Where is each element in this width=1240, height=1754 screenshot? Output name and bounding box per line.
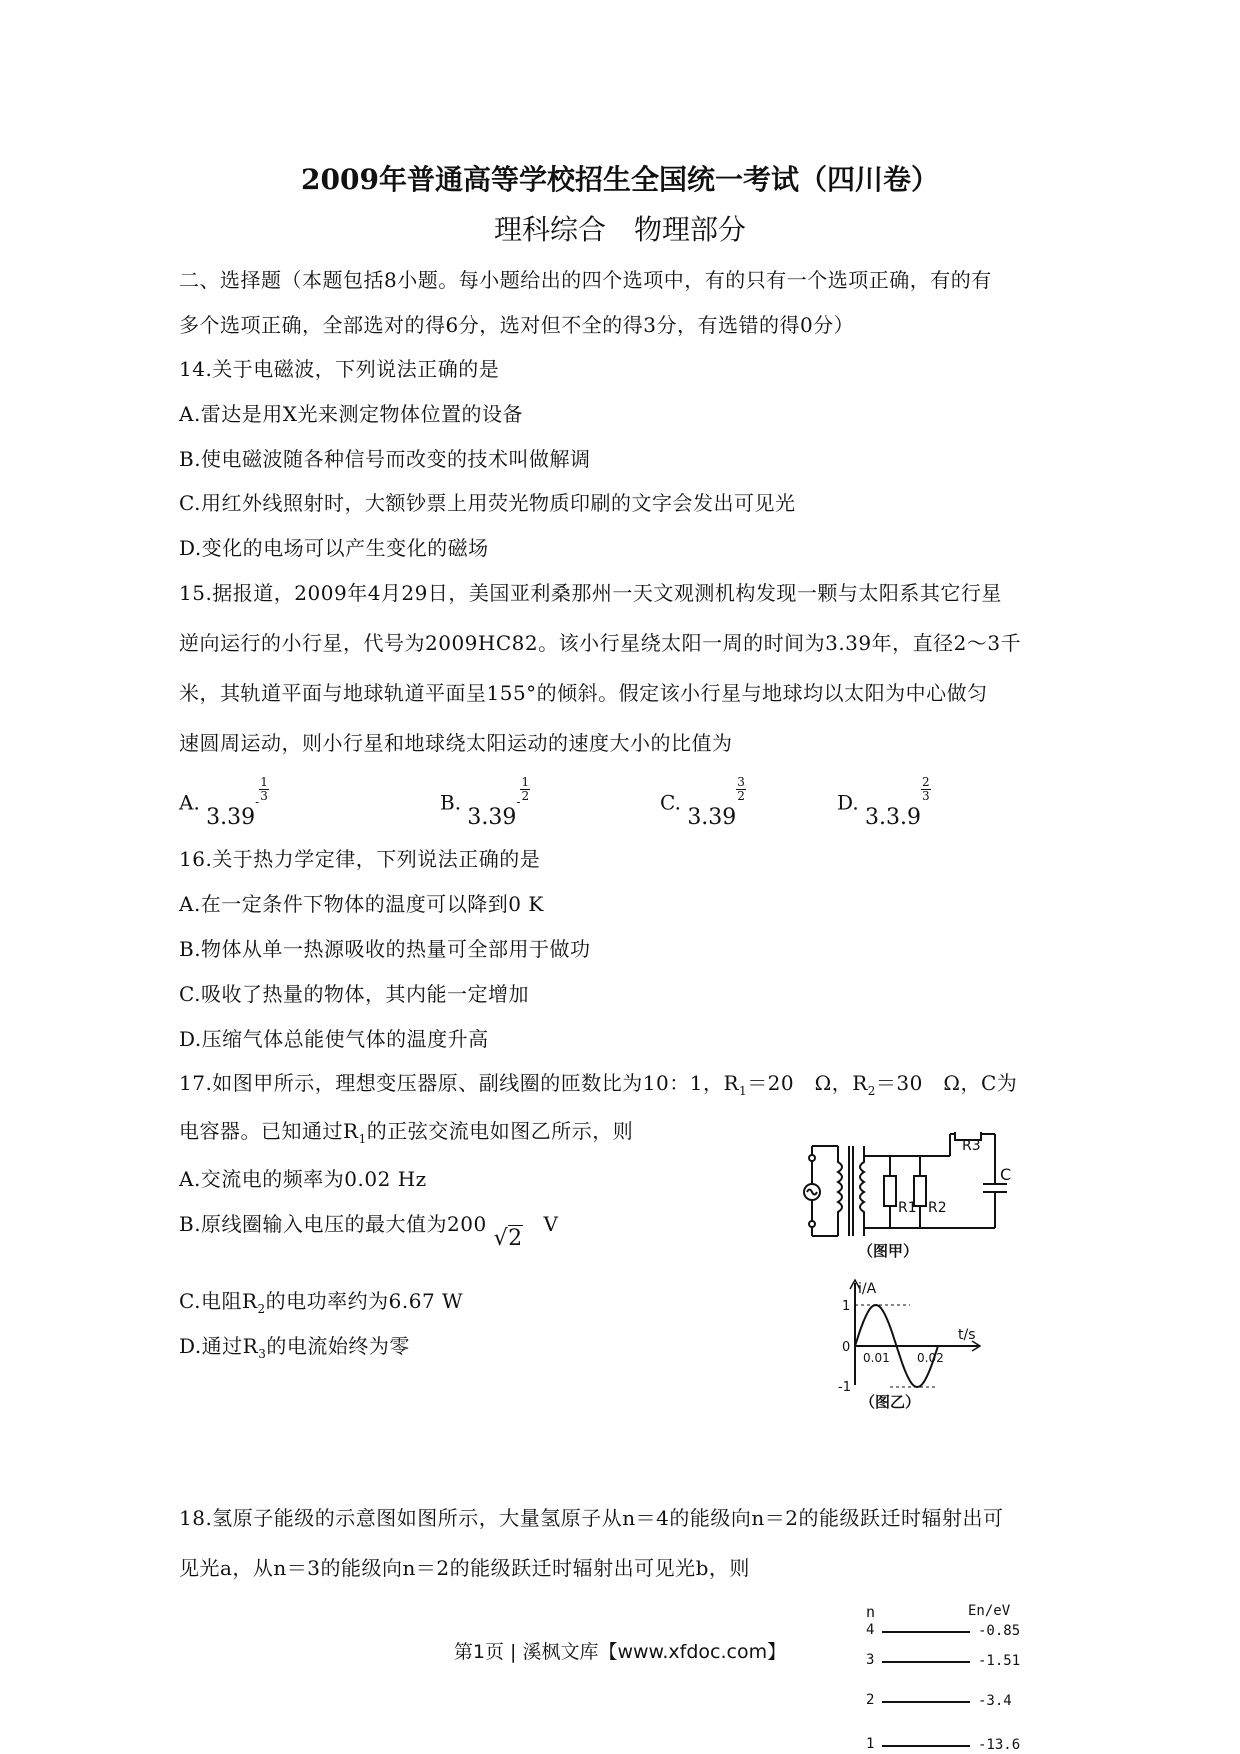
q14-option-a: A.雷达是用X光来测定物体位置的设备 (179, 402, 524, 426)
q16-stem: 16.关于热力学定律，下列说法正确的是 (179, 847, 541, 871)
option-sign: - (516, 794, 521, 809)
page-title: 2009年普通高等学校招生全国统一考试（四川卷） (301, 163, 939, 196)
level-number: 4 (866, 1622, 875, 1638)
x-tick-2: 0.02 (917, 1351, 944, 1365)
section-instructions-line2: 多个选项正确，全部选对的得6分，选对但不全的得3分，有选错的得0分） (179, 313, 855, 337)
level-number: 2 (866, 1692, 875, 1708)
level-number: 1 (866, 1736, 875, 1752)
r3-label: R3 (962, 1138, 981, 1154)
level-line (882, 1745, 970, 1747)
option-exponent: $\frac{1}{3}$ (260, 775, 268, 803)
sqrt-expression: √2 (493, 1226, 523, 1251)
r1-label: R1 (898, 1200, 917, 1216)
figure-jia-caption: （图甲） (858, 1242, 919, 1260)
page-footer: 第1页 | 溪枫文库【www.xfdoc.com】 (453, 1641, 787, 1663)
q15-line2: 逆向运行的小行星，代号为2009HC82。该小行星绕太阳一周的时间为3.39年，直径2～3千 (179, 631, 1022, 655)
section-instructions-line1: 二、选择题（本题包括8小题。每小题给出的四个选项中，有的只有一个选项正确，有的有 (179, 268, 992, 292)
q17-option-d: D.通过$R_3$的电流始终为零 (179, 1334, 410, 1361)
q15-line1: 15.据报道，2009年4月29日，美国亚利桑那州一天文观测机构发现一颗与太阳系其它行星 (179, 581, 1002, 605)
q18-line2: 见光a，从n＝3的能级向n＝2的能级跃迁时辐射出可见光b，则 (179, 1556, 750, 1580)
q15-option-b (440, 775, 530, 830)
energy-level-diagram (860, 1603, 1060, 1753)
figure-yi-caption: （图乙） (860, 1393, 921, 1410)
energy-header: En/eV (968, 1603, 1011, 1619)
q16-option-a: A.在一定条件下物体的温度可以降到0 K (179, 892, 544, 916)
origin-label: 0 (842, 1340, 851, 1355)
option-exponent: $\frac{2}{3}$ (922, 775, 930, 803)
q16-option-d: D.压缩气体总能使气体的温度升高 (179, 1027, 489, 1051)
level-energy: -3.4 (978, 1693, 1012, 1709)
q15-line4: 速圆周运动，则小行星和地球绕太阳运动的速度大小的比值为 (179, 731, 733, 755)
q17-option-c: C.电阻$R_2$的电功率约为6.67 W (179, 1289, 464, 1316)
q17-line1: 17.如图甲所示，理想变压器原、副线圈的匝数比为10：1，$R_1=20$ Ω，$R_2=30$ Ω，C为 (179, 1071, 1018, 1098)
current-graph-yi (830, 1275, 990, 1410)
q17-option-b: B.原线圈输入电压的最大值为200 √2 V (179, 1212, 559, 1251)
option-label: A. (179, 790, 200, 815)
option-label: B. (440, 790, 462, 815)
q16-option-c: C.吸收了热量的物体，其内能一定增加 (179, 982, 529, 1006)
option-label: C. (660, 790, 681, 815)
q15-option-a (179, 775, 269, 830)
option-base: 3.39 (687, 804, 737, 830)
q16-option-b: B.物体从单一热源吸收的热量可全部用于做功 (179, 937, 591, 961)
level-energy: -0.85 (978, 1623, 1021, 1639)
option-base: 3.39 (467, 804, 517, 830)
option-exponent: $\frac{3}{2}$ (737, 775, 745, 803)
q18-line1: 18.氢原子能级的示意图如图所示，大量氢原子从n＝4的能级向n＝2的能级跃迁时辐射出可 (179, 1506, 1004, 1530)
level-line (882, 1631, 970, 1633)
r2-label: R2 (928, 1200, 947, 1216)
q15-option-c (660, 775, 746, 830)
q15-line3: 米，其轨道平面与地球轨道平面呈155°的倾斜。假定该小行星与地球均以太阳为中心做匀 (179, 681, 988, 705)
option-exponent: $\frac{1}{2}$ (521, 775, 530, 803)
level-energy: -13.6 (978, 1737, 1021, 1753)
option-label: D. (837, 790, 859, 815)
option-sign: - (255, 794, 260, 809)
x-axis-label: t/s (958, 1327, 976, 1343)
x-tick-1: 0.01 (863, 1351, 890, 1365)
option-base: 3.39 (206, 804, 256, 830)
q17-option-a: A.交流电的频率为0.02 Hz (179, 1167, 427, 1191)
q14-stem: 14.关于电磁波，下列说法正确的是 (179, 357, 500, 381)
y-tick-min: -1 (838, 1380, 851, 1395)
y-tick-max: 1 (842, 1299, 851, 1314)
q14-option-b: B.使电磁波随各种信号而改变的技术叫做解调 (179, 447, 591, 471)
q17-line2: 电容器。已知通过$R_1$的正弦交流电如图乙所示，则 (179, 1119, 634, 1146)
q15-option-d (837, 775, 931, 830)
level-energy: -1.51 (978, 1653, 1021, 1669)
q14-option-c: C.用红外线照射时，大额钞票上用荧光物质印刷的文字会发出可见光 (179, 491, 796, 515)
level-line (882, 1701, 970, 1703)
level-number: 3 (866, 1652, 875, 1668)
n-header: n (866, 1603, 876, 1621)
y-axis-label: i/A (858, 1281, 877, 1297)
option-base: 3.3.9 (865, 804, 922, 830)
q14-option-d: D.变化的电场可以产生变化的磁场 (179, 536, 489, 560)
capacitor-label: C (1000, 1165, 1012, 1184)
page-subtitle: 理科综合 物理部分 (493, 213, 746, 246)
circuit-diagram-jia (800, 1132, 1015, 1260)
